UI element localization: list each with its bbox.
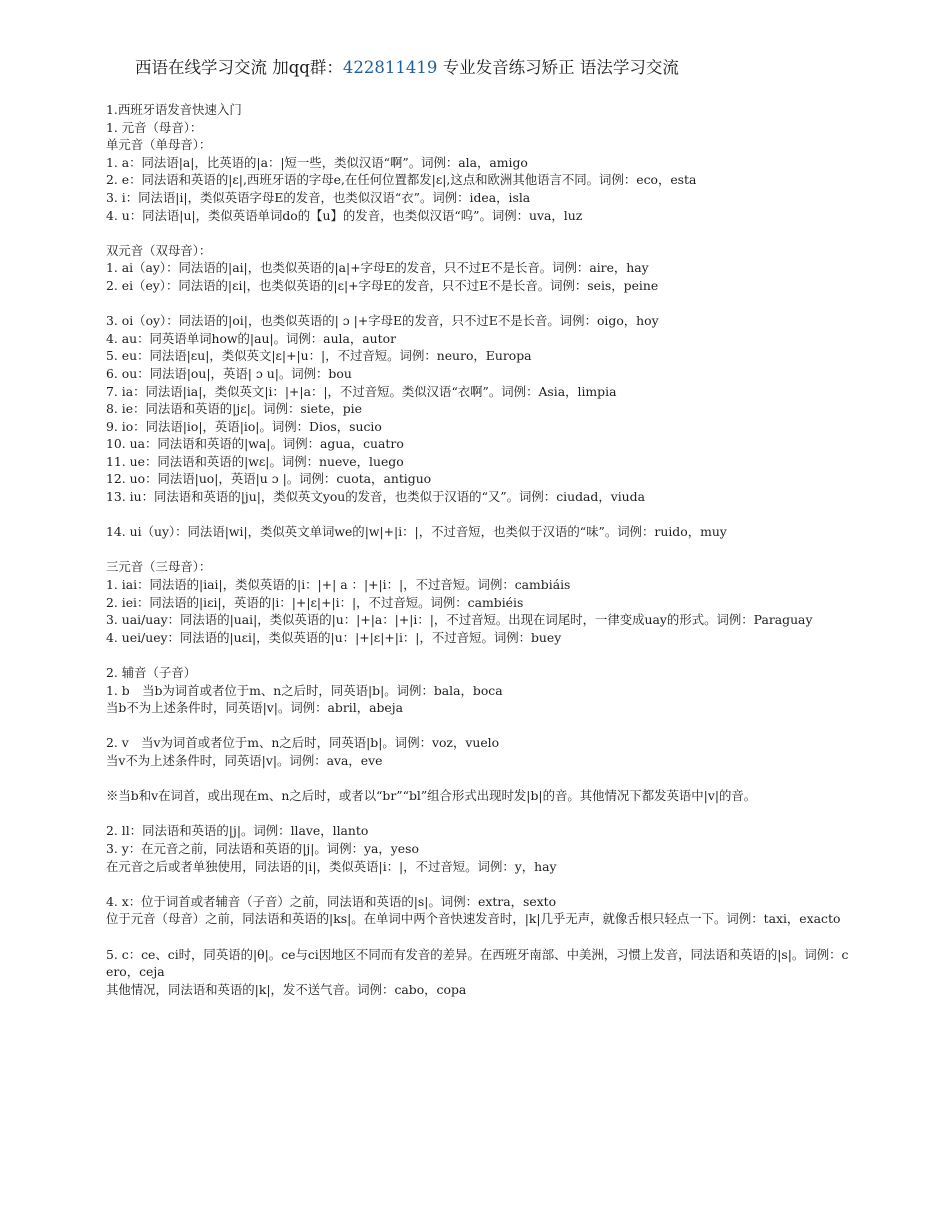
text-line: 4. x：位于词首或者辅音（子音）之前，同法语和英语的|s|。词例：extra，sexto	[106, 893, 557, 909]
text-line: 当v不为上述条件时，同英语|v|。词例：ava，eve	[106, 752, 383, 768]
blank-line	[106, 805, 851, 823]
text-line: 其他情况，同法语和英语的|k|，发不送气音。词例：cabo，copa	[106, 981, 467, 997]
page-header	[135, 57, 915, 79]
text-line: 1. ai（ay）：同法语的|ai|，也类似英语的|a|+字母E的发音，只不过E不是长音。词例：aire，hay	[106, 260, 649, 276]
text-line: 6. ou：同法语|ou|，英语| ɔ u|。词例：bou	[106, 365, 352, 381]
text-line: 13. iu：同法语和英语的|ju|，类似英文you的发音，也类似于汉语的“又”。词例：ciudad，viuda	[106, 489, 645, 505]
text-line: 2. v 当v为词首或者位于m、n之后时，同英语|b|。词例：voz，vuelo	[106, 735, 500, 751]
text-line: 当b不为上述条件时，同英语|v|。词例：abril，abeja	[106, 700, 403, 716]
text-line: 4. u：同法语|u|，类似英语单词do的【u】的发音，也类似汉语“呜”。词例：uva，luz	[106, 207, 583, 223]
blank-line	[106, 506, 851, 524]
document-body	[106, 101, 851, 998]
text-line: 三元音（三母音）：	[106, 559, 212, 575]
text-line: 12. uo：同法语|uo|，英语|u ɔ |。词例：cuota，antiguo	[106, 471, 432, 487]
blank-line	[106, 770, 851, 788]
text-line: 4. uei/uey：同法语的|uεi|，类似英语的|u：|+|ε|+|i：|，不过音短。词例：buey	[106, 629, 562, 645]
text-line: 3. y：在元音之前，同法语和英语的|j|。词例：ya，yeso	[106, 840, 419, 856]
blank-line	[106, 541, 851, 559]
text-line: ※当b和v在词首，或出现在m、n之后时，或者以“br”“bl”组合形式出现时发|b|的音。其他情况下都发英语中|v|的音。	[106, 788, 757, 804]
text-line: 8. ie：同法语和英语的|jε|。词例：siete，pie	[106, 401, 362, 417]
text-line: 双元音（双母音）：	[106, 242, 212, 258]
text-line: 1.西班牙语发音快速入门	[106, 102, 242, 117]
blank-line	[106, 295, 851, 313]
text-line: 2. 辅音（子音）	[106, 665, 197, 680]
text-line: 1. 元音（母音）：	[106, 119, 203, 135]
blank-line	[106, 717, 851, 735]
blank-line	[106, 928, 851, 946]
text-line: 5. c：ce、ci时，同英语的|θ|。ce与ci因地区不同而有发音的差异。在西班牙南部、中美洲，习惯上发音，同法语和英语的|s|。词例：cero，ceja	[106, 946, 849, 980]
text-line: 在元音之后或者单独使用，同法语的|i|，类似英语|i：|，不过音短。词例：y，hay	[106, 858, 557, 874]
text-line: 9. io：同法语|io|，英语|io|。词例：Dios，sucio	[106, 418, 382, 434]
text-line: 1. a：同法语|a|，比英语的|a：|短一些，类似汉语“啊”。词例：ala，amigo	[106, 154, 528, 170]
text-line: 1. iai：同法语的|iai|，类似英语的|i：|+| a ：|+|i：|，不过音短。词例：cambiáis	[106, 577, 571, 593]
text-line: 4. au：同英语单词how的|au|。词例：aula，autor	[106, 330, 397, 346]
text-line: 3. oi（oy）：同法语的|oi|，也类似英语的| ɔ |+字母E的发音，只不过E不是长音。词例：oigo，hoy	[106, 313, 659, 329]
text-line: 14. ui（uy）：同法语|wi|，类似英文单词we的|w|+|i：|，不过音短，也类似于汉语的“味”。词例：ruido，muy	[106, 524, 727, 540]
text-line: 2. iei：同法语的|iεi|，英语的|i：|+|ε|+|i：|，不过音短。词例：cambiéis	[106, 594, 524, 610]
qq-group-number: 422811419	[342, 58, 438, 77]
text-line: 2. ei（ey）：同法语的|εi|，也类似英语的|ε|+字母E的发音，只不过E不是长音。词例：seis，peine	[106, 277, 659, 293]
text-line: 1. b 当b为词首或者位于m、n之后时，同英语|b|。词例：bala，boca	[106, 682, 503, 698]
text-line: 10. ua：同法语和英语的|wa|。词例：agua，cuatro	[106, 436, 404, 452]
text-line: 位于元音（母音）之前，同法语和英语的|ks|。在单词中两个音快速发音时，|k|几乎无声，就像舌根只轻点一下。词例：taxi，exacto	[106, 911, 841, 927]
text-line: 3. uai/uay：同法语的|uai|，类似英语的|u：|+|a：|+|i：|，不过音短。出现在词尾时，一律变成uay的形式。词例：Paraguay	[106, 612, 813, 628]
header-suffix: 专业发音练习矫正 语法学习交流	[437, 58, 679, 77]
text-line: 单元音（单母音）：	[106, 137, 212, 153]
text-line: 11. ue：同法语和英语的|wε|。词例：nueve，luego	[106, 453, 404, 469]
text-line: 5. eu：同法语|εu|，类似英文|ε|+|u：|，不过音短。词例：neuro，Europa	[106, 348, 532, 364]
blank-line	[106, 224, 851, 242]
text-line: 3. i：同法语|i|，类似英语字母E的发音，也类似汉语“衣”。词例：idea，isla	[106, 189, 531, 205]
blank-line	[106, 875, 851, 893]
header-prefix: 西语在线学习交流 加qq群：	[135, 58, 343, 77]
text-line: 7. ia：同法语|ia|，类似英文|i：|+|a：|，不过音短。类似汉语“衣啊”。词例：Asia，limpia	[106, 383, 617, 399]
text-line: 2. ll：同法语和英语的|j|。词例：llave，llanto	[106, 823, 369, 839]
text-line: 2. e：同法语和英语的|ε|,西班牙语的字母e,在任何位置都发|ε|,这点和欧洲其他语言不同。词例：eco，esta	[106, 172, 697, 188]
blank-line	[106, 646, 851, 664]
